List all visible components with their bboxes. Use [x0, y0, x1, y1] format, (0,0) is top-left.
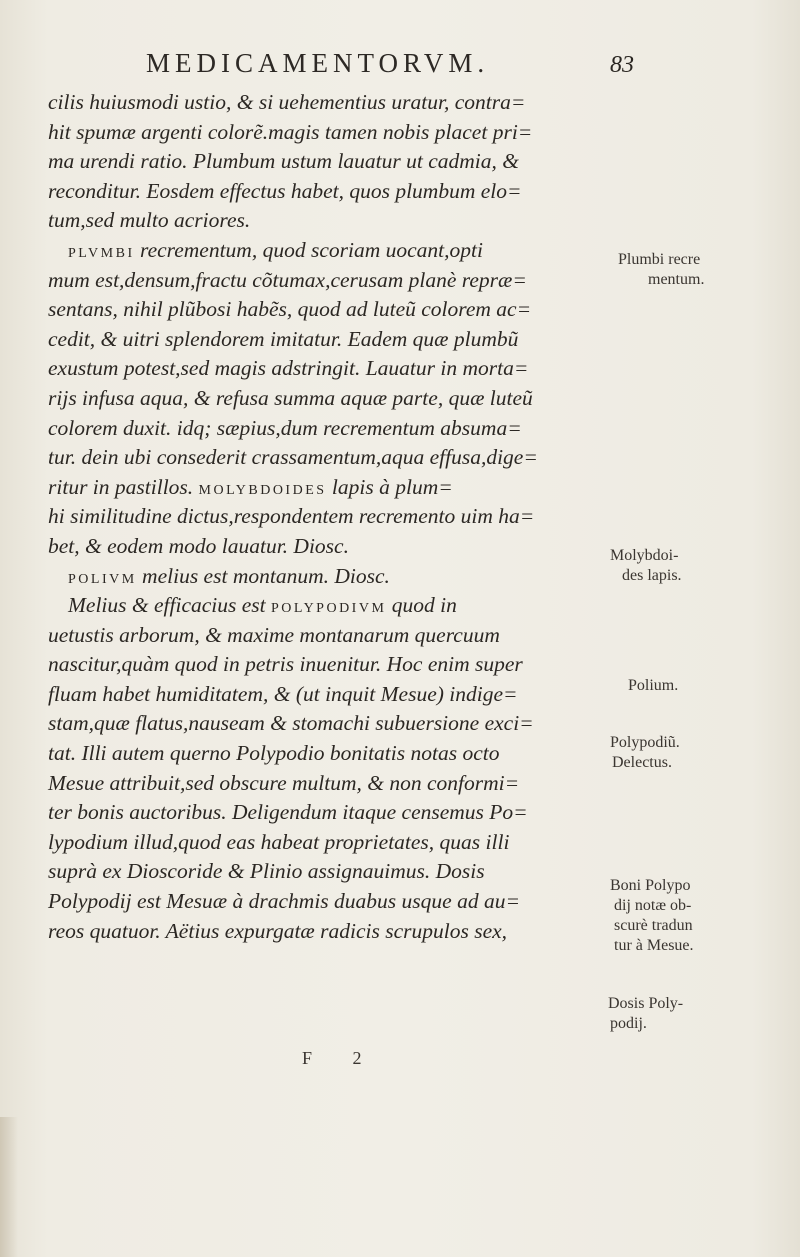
line-text: Melius & efficacius est	[68, 593, 272, 618]
line-text: reconditur. Eosdem effectus habet, quos plumbum elo=	[48, 178, 522, 203]
text-line	[48, 798, 580, 828]
text-line	[48, 739, 580, 769]
margin-note: Delectus.	[612, 754, 672, 771]
line-text: mum est,densum,fractu cõtumax,cerusam planè repræ=	[48, 267, 527, 292]
text-line	[48, 295, 580, 325]
line-text: nascitur,quàm quod in petris inuenitur. Hoc enim super	[48, 652, 523, 677]
text-line	[48, 532, 580, 562]
page-number: 83	[610, 52, 634, 78]
text-line	[48, 621, 580, 651]
margin-note: des lapis.	[622, 567, 682, 584]
margin-note: Boni Polypo	[610, 877, 691, 894]
text-line	[48, 680, 580, 710]
text-line	[48, 206, 580, 236]
margin-note: Polium.	[628, 677, 679, 694]
margin-note: tur à Mesue.	[614, 937, 694, 954]
small-caps-term: POLYPODIVM	[271, 601, 387, 617]
line-text: fluam habet humiditatem, & (ut inquit Mesue) indige=	[48, 681, 518, 706]
text-line	[48, 354, 580, 384]
margin-note: mentum.	[648, 271, 705, 288]
line-text: uetustis arborum, & maxime montanarum quercuum	[48, 622, 500, 647]
line-text: hi similitudine dictus,respondentem recremento uim ha=	[48, 504, 535, 529]
line-text: quod in	[386, 593, 457, 618]
running-title: MEDICAMENTORVM.	[146, 48, 490, 78]
text-line	[48, 384, 580, 414]
main-text-column	[48, 88, 580, 946]
line-text: bet, & eodem modo lauatur. Diosc.	[48, 533, 349, 558]
text-line	[48, 828, 580, 858]
text-line	[48, 709, 580, 739]
text-line	[48, 177, 580, 207]
text-line	[48, 591, 580, 621]
small-caps-term: MOLYBDOIDES	[198, 482, 327, 498]
line-text: lapis à plum=	[326, 474, 453, 499]
line-text: rijs infusa aqua, & refusa summa aquæ parte, quæ luteũ	[48, 385, 533, 410]
text-line	[48, 769, 580, 799]
page-edge-stain	[0, 1117, 18, 1257]
text-line	[48, 502, 580, 532]
page-header	[0, 48, 800, 88]
margin-note: Dosis Poly-	[608, 995, 684, 1012]
text-line	[48, 147, 580, 177]
line-text: ritur in pastillos.	[48, 474, 199, 499]
margin-note: Plumbi recre	[618, 251, 701, 268]
line-text: stam,quæ flatus,nauseam & stomachi subuersione exci=	[48, 711, 534, 736]
text-line	[48, 118, 580, 148]
line-text: recrementum, quod scoriam uocant,opti	[134, 237, 483, 262]
line-text: lypodium illud,quod eas habeat proprietates, quas illi	[48, 829, 510, 854]
line-text: reos quatuor. Aëtius expurgatæ radicis scrupulos sex,	[48, 918, 508, 943]
signature-mark: F 2	[302, 1048, 380, 1068]
line-text: tur. dein ubi consederit crassamentum,aqua effusa,dige=	[48, 445, 538, 470]
line-text: sentans, nihil plũbosi habẽs, quod ad luteũ colorem ac=	[48, 297, 532, 322]
text-line	[48, 88, 580, 118]
text-line	[48, 917, 580, 947]
margin-note: scurè tradun	[614, 917, 693, 934]
line-text: suprà ex Dioscoride & Plinio assignauimus. Dosis	[48, 859, 485, 884]
line-text: Polypodij est Mesuæ à drachmis duabus usque ad au=	[48, 889, 520, 914]
line-text: ma urendi ratio. Plumbum ustum lauatur ut cadmia, &	[48, 149, 520, 174]
text-line	[48, 857, 580, 887]
line-text: cedit, & uitri splendorem imitatur. Eadem quæ plumbũ	[48, 326, 519, 351]
text-line	[48, 414, 580, 444]
text-line	[48, 236, 580, 266]
text-line	[48, 325, 580, 355]
small-caps-term: PLVMBI	[68, 245, 135, 261]
line-text: tum,sed multo acriores.	[48, 208, 251, 233]
line-text: hit spumæ argenti colorẽ.magis tamen nobis placet pri=	[48, 119, 533, 144]
margin-note: dij notæ ob-	[614, 897, 692, 914]
text-line	[48, 562, 580, 592]
text-line	[48, 887, 580, 917]
text-line	[48, 650, 580, 680]
line-text: tat. Illi autem querno Polypodio bonitatis notas octo	[48, 741, 500, 766]
margin-note: Molybdoi-	[610, 547, 679, 564]
small-caps-term: POLIVM	[68, 571, 137, 587]
line-text: cilis huiusmodi ustio, & si uehementius uratur, contra=	[48, 90, 526, 114]
text-line	[48, 266, 580, 296]
text-line	[48, 443, 580, 473]
margin-note: Polypodiũ.	[610, 734, 680, 751]
line-text: melius est montanum. Diosc.	[136, 563, 390, 588]
line-text: exustum potest,sed magis adstringit. Lauatur in morta=	[48, 356, 529, 381]
text-line	[48, 473, 580, 503]
margin-note: podij.	[610, 1015, 647, 1032]
line-text: ter bonis auctoribus. Deligendum itaque censemus Po=	[48, 800, 528, 825]
line-text: colorem duxit. idq; sæpius,dum recrementum absuma=	[48, 415, 522, 440]
line-text: Mesue attribuit,sed obscure multum, & non conformi=	[48, 770, 520, 795]
